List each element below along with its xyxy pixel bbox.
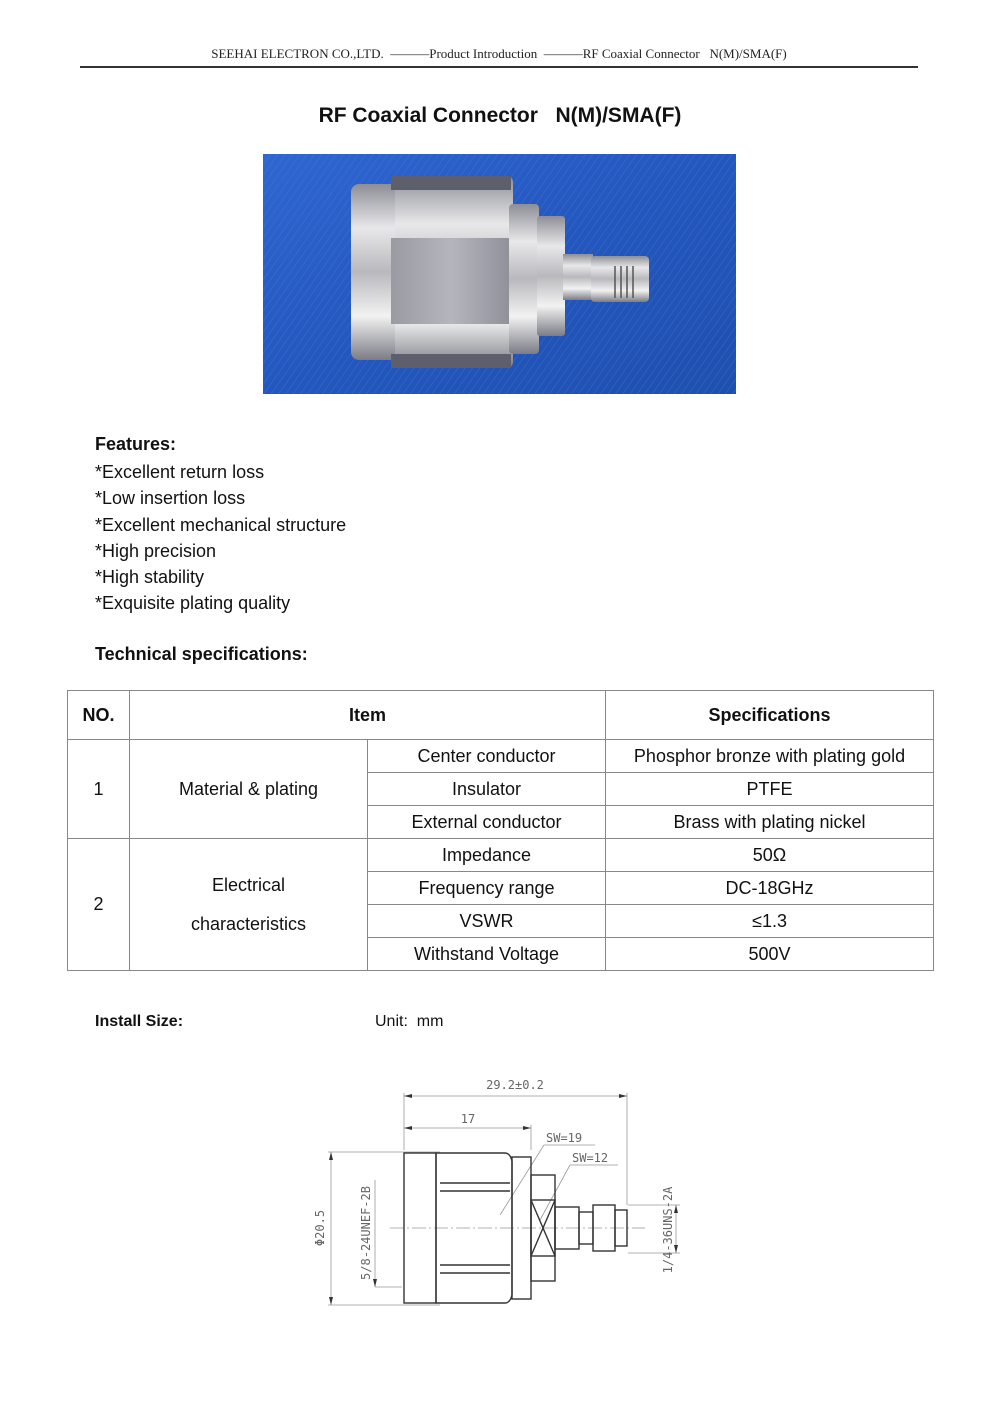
row-item: Insulator [368,773,606,806]
row-spec: Brass with plating nickel [606,806,934,839]
feature-item: *High stability [95,567,205,588]
row-spec: PTFE [606,773,934,806]
feature-item: *Exquisite plating quality [95,593,291,614]
dim-sw-small: SW=12 [572,1151,609,1165]
header-product: RF Coaxial Connector [582,46,700,61]
header-company: SEEHAI ELECTRON CO.,LTD. [211,46,384,61]
table-header-row [68,691,934,740]
row-no: 2 [68,839,130,971]
row-category: Material & plating [130,740,368,839]
col-header-item: Item [130,691,606,740]
col-header-no: NO. [68,691,130,740]
dim-diameter: Φ20.5 [313,1209,327,1247]
header-rule [80,66,918,68]
header-section: Product Introduction [429,46,538,61]
row-no: 1 [68,740,130,839]
unit-label: Unit: mm [375,1013,444,1030]
feature-item: *High precision [95,540,217,561]
features-list [95,459,346,617]
row-category [130,839,368,971]
dim-thread-sma: 1/4-36UNS-2A [661,1186,675,1274]
page-title [0,104,1000,128]
spec-table [67,690,934,971]
row-spec: 500V [606,938,934,971]
features-heading: Features: [95,434,177,454]
tech-specs-heading: Technical specifications: [95,644,308,664]
header-separator-2: ——— [543,46,583,61]
row-spec: DC-18GHz [606,872,934,905]
feature-item: *Low insertion loss [95,488,246,509]
row-spec: Phosphor bronze with plating gold [606,740,934,773]
dim-thread-n: 5/8-24UNEF-2B [359,1186,373,1280]
row-item: Frequency range [368,872,606,905]
row-item: Impedance [368,839,606,872]
header-separator: ——— [390,46,430,61]
install-size-heading: Install Size: [95,1013,184,1030]
page-header [80,46,918,62]
dim-sw-large: SW=19 [546,1131,583,1145]
install-drawing [300,1065,700,1315]
table-row [68,839,934,872]
connector-photo [263,154,736,394]
table-row [68,740,934,773]
row-item: Withstand Voltage [368,938,606,971]
title-product: RF Coaxial Connector [318,104,538,127]
category-line-2: characteristics [190,913,307,934]
header-model: N(M)/SMA(F) [709,46,787,61]
row-item: Center conductor [368,740,606,773]
title-model: N(M)/SMA(F) [555,104,682,127]
feature-item: *Excellent return loss [95,462,265,482]
row-item: VSWR [368,905,606,938]
dim-body-length: 17 [460,1112,476,1126]
dim-overall-length: 29.2±0.2 [486,1078,544,1092]
col-header-specifications: Specifications [606,691,934,740]
row-item: External conductor [368,806,606,839]
category-line-1: Electrical [211,874,286,895]
row-spec: ≤1.3 [606,905,934,938]
row-spec: 50Ω [606,839,934,872]
feature-item: *Excellent mechanical structure [95,514,347,535]
